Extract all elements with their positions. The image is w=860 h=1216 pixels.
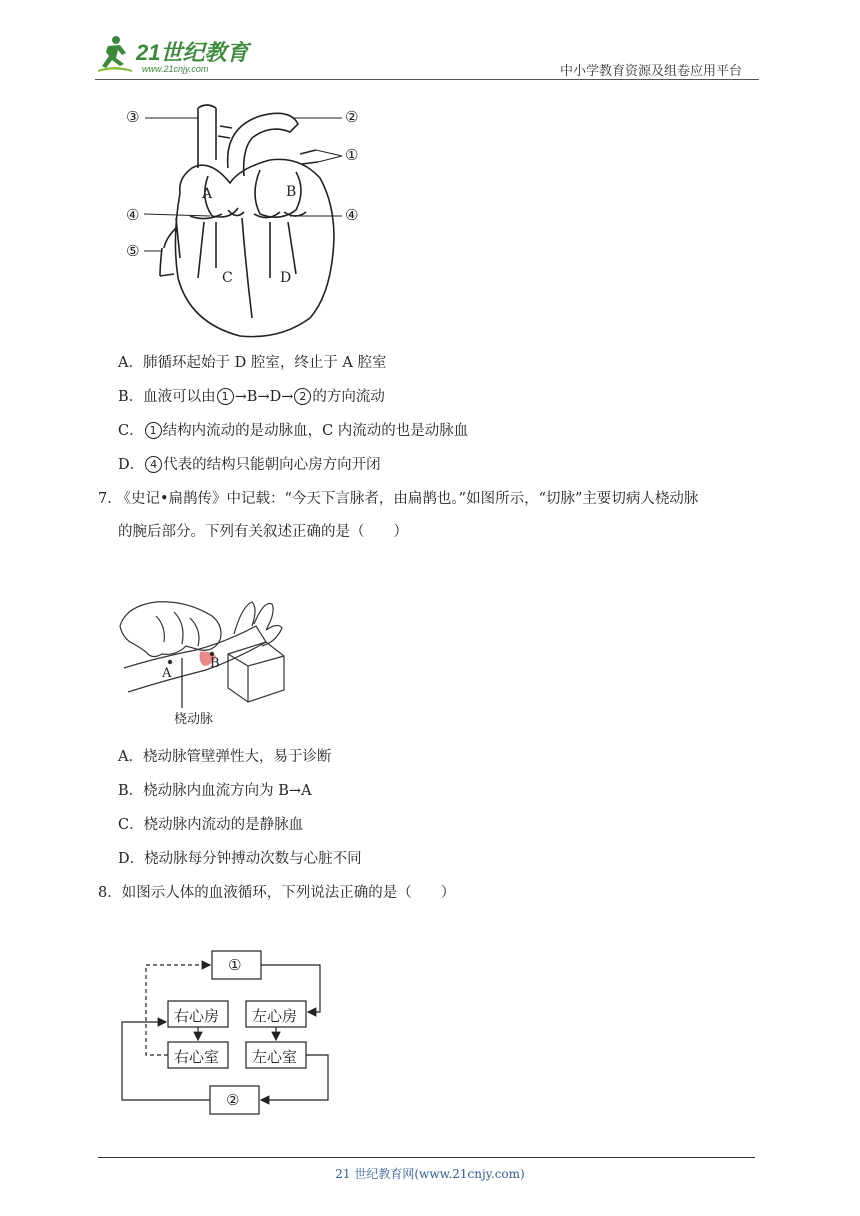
wrist-point-b: B bbox=[210, 656, 220, 671]
chamber-d-label: D bbox=[280, 270, 292, 286]
chamber-a-label: A bbox=[202, 186, 213, 202]
q7-stem-line2: 的腕后部分。下列有关叙述正确的是（ ） bbox=[118, 524, 408, 540]
header-platform-text: 中小学教育资源及组卷应用平台 bbox=[560, 64, 743, 79]
q7-option-b: B．桡动脉内血流方向为 B→A bbox=[118, 783, 312, 799]
logo-url: www.21cnjy.com bbox=[142, 64, 209, 74]
heart-callout-3: ③ bbox=[126, 108, 140, 126]
q7-option-d: D．桡动脉每分钟搏动次数与心脏不同 bbox=[118, 851, 362, 867]
q7-stem-line1: 7. 《史记•扁鹊传》中记载：“今天下言脉者，由扁鹊也。”如图所示，“切脉”主要切病人桡动脉 bbox=[98, 491, 699, 507]
wrist-point-a: A bbox=[162, 666, 172, 681]
q6-option-c: C． 1 结构内流动的是动脉血，C 内流动的也是动脉血 bbox=[118, 423, 469, 439]
logo-text: 21世纪教育 bbox=[136, 40, 249, 65]
circled-2: 2 bbox=[294, 388, 311, 405]
circled-1: 1 bbox=[217, 388, 234, 405]
footer-site-link[interactable]: 21 世纪教育网(www.21cnjy.com) bbox=[335, 1167, 525, 1181]
circled-1: 1 bbox=[145, 422, 162, 439]
q6-option-a: A．肺循环起始于 D 腔室，终止于 A 腔室 bbox=[118, 355, 387, 371]
q7-option-a: A．桡动脉管壁弹性大，易于诊断 bbox=[118, 749, 332, 765]
circulation-diagram bbox=[116, 946, 336, 1121]
heart-diagram bbox=[120, 98, 370, 343]
chamber-c-label: C bbox=[222, 270, 233, 286]
heart-callout-4-right: ④ bbox=[345, 206, 359, 224]
q6-option-b: B．血液可以由 1 →B→D→ 2 的方向流动 bbox=[118, 389, 385, 405]
wrist-figure bbox=[116, 596, 286, 728]
footer-divider bbox=[98, 1157, 755, 1158]
right-ventricle-label: 右心室 bbox=[174, 1048, 220, 1066]
q7-option-c: C．桡动脉内流动的是静脉血 bbox=[118, 817, 304, 833]
circulation-node-1: ① bbox=[228, 956, 242, 974]
q8-stem: 8．如图示人体的血液循环，下列说法正确的是（ ） bbox=[98, 885, 456, 901]
heart-callout-5: ⑤ bbox=[126, 242, 140, 260]
circulation-node-2: ② bbox=[226, 1091, 240, 1109]
q6-option-d: D． 4 代表的结构只能朝向心房方向开闭 bbox=[118, 457, 381, 473]
left-atrium-label: 左心房 bbox=[252, 1007, 298, 1025]
right-atrium-label: 右心房 bbox=[174, 1007, 220, 1025]
radial-artery-caption: 桡动脉 bbox=[174, 712, 214, 727]
heart-callout-1: ① bbox=[345, 146, 359, 164]
circled-4: 4 bbox=[145, 456, 162, 473]
heart-callout-4-left: ④ bbox=[126, 206, 140, 224]
heart-callout-2: ② bbox=[345, 108, 359, 126]
left-ventricle-label: 左心室 bbox=[252, 1048, 298, 1066]
site-logo bbox=[96, 34, 256, 78]
chamber-b-label: B bbox=[286, 184, 297, 200]
header-divider bbox=[95, 79, 759, 80]
